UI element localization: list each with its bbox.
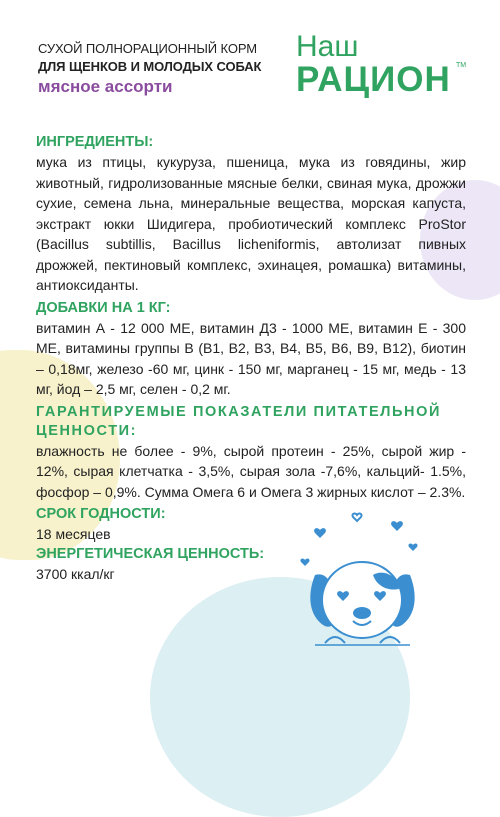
header-line-1: СУХОЙ ПОЛНОРАЦИОННЫЙ КОРМ bbox=[38, 41, 258, 56]
additives-text: витамин А - 12 000 МЕ, витамин Д3 - 1000 МЕ, витамин Е - 300 МЕ, витамины группы В (В1, В2, В3, В4, В5, В6, В9, В12), биотин – 0,18мг, железо -60 мг, цинк - 150 мг, марганец - 15 мг, медь - 13 мг, йод – 2,5 мг, селен - 0,2 мг. bbox=[36, 319, 466, 397]
logo-trademark: TM bbox=[456, 62, 467, 69]
logo-word-top: Наш bbox=[296, 30, 359, 63]
brand-logo bbox=[296, 30, 467, 99]
energy-title: ЭНЕРГЕТИЧЕСКАЯ ЦЕННОСТЬ: bbox=[36, 545, 265, 562]
product-header bbox=[38, 40, 298, 97]
header-line-2: ДЛЯ ЩЕНКОВ И МОЛОДЫХ СОБАК bbox=[38, 59, 262, 74]
guaranteed-text: влажность не более - 9%, сырой протеин - 25%, сырой жир - 12%, сырая клетчатка - 3,5%, сырая зола -7,6%, кальций- 1.5%, фосфор – 0,9%. Сумма Омега 6 и Омега 3 жирных кислот – 2.3%. bbox=[36, 442, 466, 500]
shelf-life-text: 18 месяцев bbox=[36, 526, 111, 542]
product-flavor: мясное ассорти bbox=[38, 77, 173, 96]
section-ingredients bbox=[36, 133, 466, 296]
additives-title: ДОБАВКИ НА 1 КГ: bbox=[36, 299, 171, 316]
ingredients-text: мука из птицы, кукуруза, пшеница, мука из говядины, жир животный, гидролизованные мясные белки, свиная мука, дрожжи сухие, семена льна, минеральные вещества, морская капуста, экстракт юкки Шидигера, пробиотический комплекс ProStor (Bacillus subtillis, Bacillus licheniformis, автолизат пивных дрожжей, пектиновый комплекс, эхинацея, ромашка) витамины, антиоксиданты. bbox=[36, 154, 466, 293]
section-additives bbox=[36, 299, 466, 400]
section-guaranteed bbox=[36, 403, 466, 503]
energy-text: 3700 ккал/кг bbox=[36, 565, 115, 582]
ingredients-title: ИНГРЕДИЕНТЫ: bbox=[36, 134, 154, 150]
puppy-with-hearts-icon bbox=[285, 505, 435, 655]
guaranteed-title: ГАРАНТИРУЕМЫЕ ПОКАЗАТЕЛИ ПИТАТЕЛЬНОЙ ЦЕННОСТИ: bbox=[36, 403, 441, 439]
shelf-life-title: СРОК ГОДНОСТИ: bbox=[36, 506, 166, 522]
logo-word-bottom: РАЦИОН bbox=[296, 60, 451, 99]
